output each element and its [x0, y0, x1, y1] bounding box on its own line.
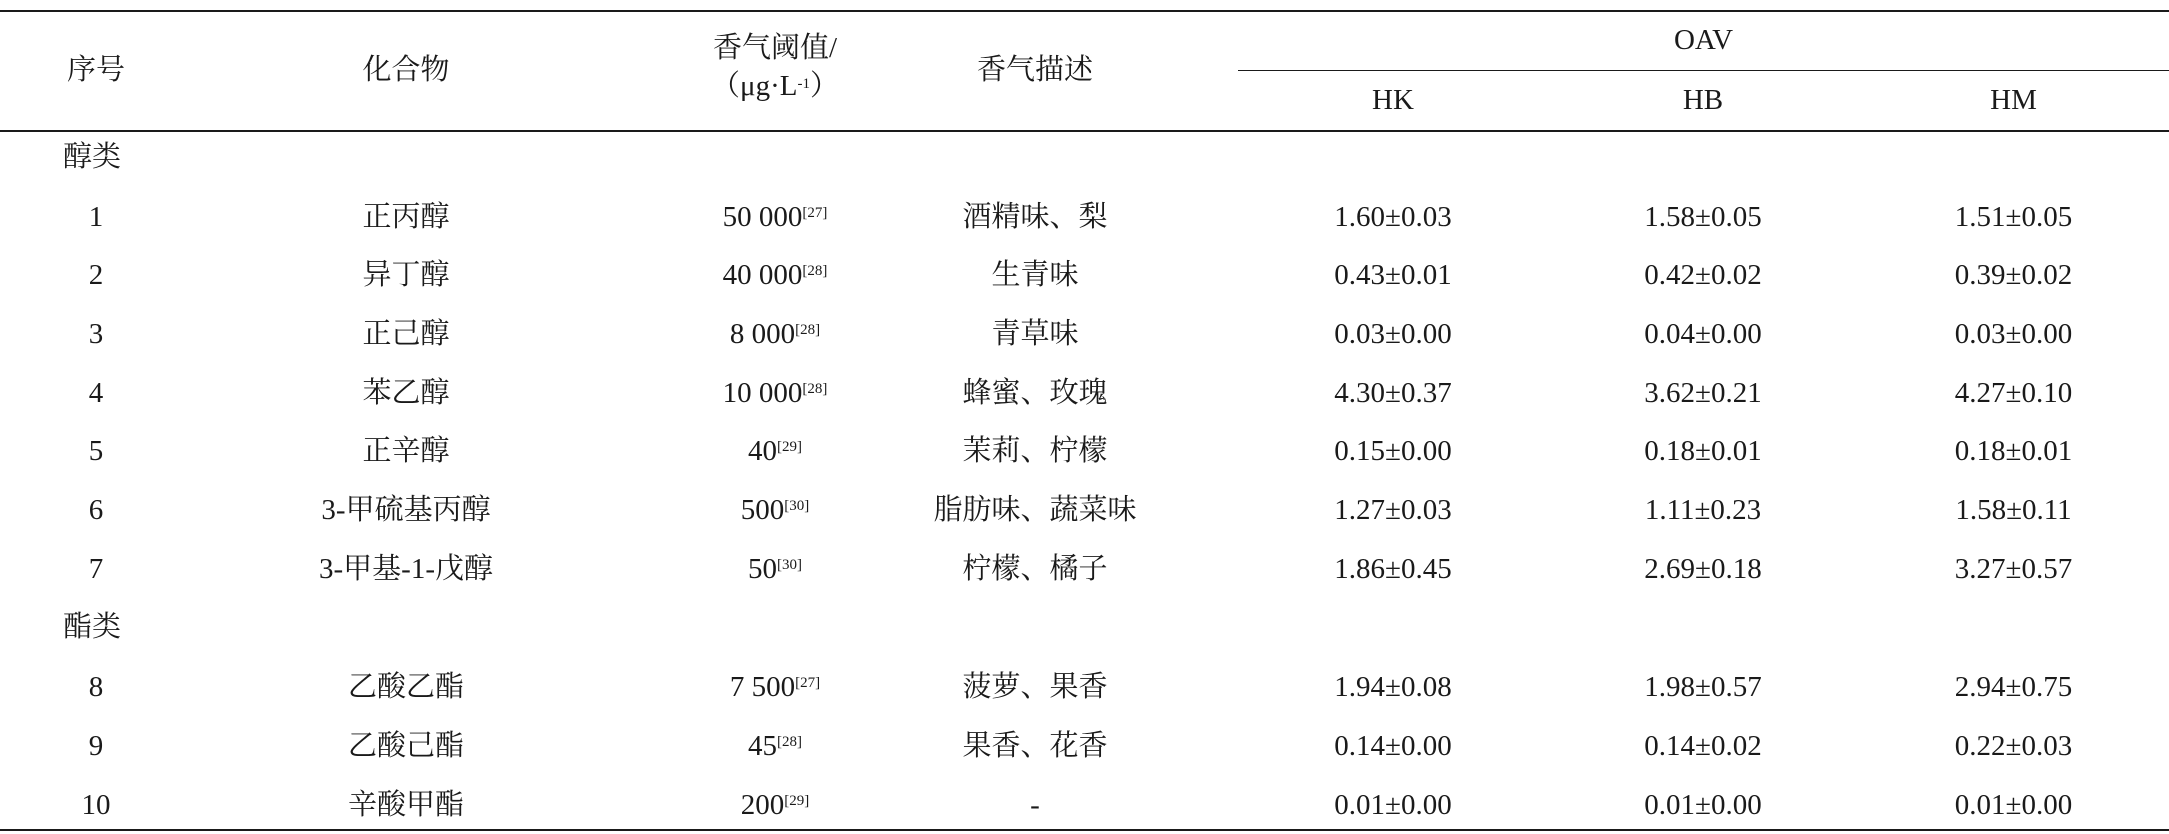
- threshold-number: 45: [748, 730, 777, 762]
- compound-name: 3-甲硫基丙醇: [321, 494, 491, 526]
- reference-citation: [29]: [777, 439, 802, 455]
- threshold-number: 50: [748, 553, 777, 585]
- category-label: 醇类: [63, 141, 122, 173]
- threshold-number: 10 000: [722, 377, 803, 409]
- table-bottom-rule: [0, 829, 2169, 831]
- compound-name: 辛酸甲酯: [347, 789, 464, 821]
- oav-hm: 0.01±0.00: [1954, 789, 2073, 821]
- threshold-value: [630, 667, 920, 707]
- reference-citation: [29]: [784, 793, 810, 809]
- aroma-description: 柠檬、橘子: [962, 553, 1108, 585]
- threshold-number: 200: [740, 789, 785, 821]
- oav-hb: 0.18±0.01: [1644, 435, 1762, 467]
- oav-hb: 0.42±0.02: [1644, 259, 1762, 291]
- oav-hb: 2.69±0.18: [1644, 553, 1762, 585]
- compound-name: 正丙醇: [362, 201, 450, 233]
- header-hm: HM: [1990, 84, 2037, 116]
- oav-hk: 1.86±0.45: [1334, 553, 1452, 585]
- row-number: 5: [88, 435, 104, 467]
- reference-citation: [27]: [802, 205, 828, 221]
- table-top-rule: [0, 10, 2169, 12]
- threshold-value: [630, 549, 920, 589]
- reference-citation: [28]: [795, 322, 821, 338]
- aroma-description: -: [1030, 789, 1040, 821]
- oav-hm: 1.58±0.11: [1955, 494, 2072, 526]
- oav-hb: 3.62±0.21: [1644, 377, 1762, 409]
- threshold-value: [630, 314, 920, 354]
- threshold-number: 7 500: [729, 671, 796, 703]
- aroma-description: 脂肪味、蔬菜味: [933, 494, 1137, 526]
- header-hk: HK: [1372, 84, 1414, 116]
- oav-hk: 1.94±0.08: [1334, 671, 1452, 703]
- threshold-value: [630, 431, 920, 471]
- oav-hb: 0.14±0.02: [1644, 730, 1762, 762]
- header-hb: HB: [1682, 84, 1724, 116]
- threshold-value: [630, 255, 920, 295]
- header-compound: 化合物: [362, 54, 450, 86]
- oav-hm: 0.18±0.01: [1954, 435, 2073, 467]
- oav-hm: 0.22±0.03: [1954, 730, 2073, 762]
- aroma-description: 菠萝、果香: [962, 671, 1108, 703]
- threshold-number: 8 000: [729, 318, 796, 350]
- row-number: 3: [88, 318, 104, 350]
- oav-hk: 4.30±0.37: [1334, 377, 1452, 409]
- oav-hk: 0.15±0.00: [1334, 435, 1452, 467]
- aroma-description: 生青味: [991, 259, 1079, 291]
- oav-hb: 0.01±0.00: [1644, 789, 1762, 821]
- row-number: 2: [88, 259, 104, 291]
- threshold-number: 40: [748, 435, 777, 467]
- reference-citation: [30]: [777, 557, 802, 573]
- aroma-description: 青草味: [991, 318, 1079, 350]
- header-description: 香气描述: [976, 54, 1093, 86]
- compound-name: 异丁醇: [362, 259, 450, 291]
- threshold-value: [630, 490, 920, 530]
- compound-name: 乙酸乙酯: [347, 671, 464, 703]
- category-label: 酯类: [63, 611, 122, 643]
- compound-name: 苯乙醇: [362, 377, 450, 409]
- aroma-description: 果香、花香: [962, 730, 1108, 762]
- oav-hm: 0.39±0.02: [1954, 259, 2073, 291]
- oav-hk: 1.60±0.03: [1334, 201, 1452, 233]
- oav-hk: 1.27±0.03: [1334, 494, 1452, 526]
- row-number: 4: [88, 377, 104, 409]
- aroma-description: 茉莉、柠檬: [962, 435, 1108, 467]
- compound-name: 3-甲基-1-戊醇: [319, 553, 493, 585]
- header-oav: OAV: [1673, 24, 1734, 56]
- oav-hb: 1.11±0.23: [1644, 494, 1762, 526]
- oav-hm: 2.94±0.75: [1954, 671, 2073, 703]
- oav-hm: 3.27±0.57: [1954, 553, 2073, 585]
- threshold-number: 500: [740, 494, 785, 526]
- oav-hk: 0.43±0.01: [1334, 259, 1452, 291]
- oav-hm: 1.51±0.05: [1954, 201, 2073, 233]
- threshold-value: [630, 726, 920, 766]
- header-threshold-line2: $(\mu g\cdot L^{-1})$: [711, 70, 839, 102]
- reference-citation: [28]: [802, 263, 828, 279]
- compound-name: 正辛醇: [362, 435, 450, 467]
- header-threshold-line1: 香气阈值/: [712, 32, 838, 64]
- header-no: 序号: [66, 54, 125, 86]
- row-number: 10: [81, 789, 111, 821]
- oav-hm: 0.03±0.00: [1954, 318, 2073, 350]
- row-number: 8: [88, 671, 104, 703]
- threshold-value: [630, 373, 920, 413]
- row-number: 1: [88, 201, 104, 233]
- row-number: 9: [88, 730, 104, 762]
- aroma-description: 蜂蜜、玫瑰: [962, 377, 1108, 409]
- threshold-value: [630, 197, 920, 237]
- reference-citation: [28]: [777, 734, 802, 750]
- table-header-rule: [0, 130, 2169, 132]
- oav-hb: 0.04±0.00: [1644, 318, 1762, 350]
- row-number: 7: [88, 553, 104, 585]
- aroma-description: 酒精味、梨: [962, 201, 1108, 233]
- oav-hb: 1.58±0.05: [1644, 201, 1762, 233]
- reference-citation: [28]: [802, 381, 828, 397]
- oav-hk: 0.14±0.00: [1334, 730, 1452, 762]
- reference-citation: [30]: [784, 498, 810, 514]
- compound-name: 乙酸己酯: [347, 730, 464, 762]
- compound-name: 正己醇: [362, 318, 450, 350]
- threshold-number: 40 000: [722, 259, 803, 291]
- row-number: 6: [88, 494, 104, 526]
- reference-citation: [27]: [795, 675, 821, 691]
- oav-subheader-rule: [1238, 70, 2169, 71]
- oav-hk: 0.01±0.00: [1334, 789, 1452, 821]
- oav-hb: 1.98±0.57: [1644, 671, 1762, 703]
- threshold-number: 50 000: [722, 201, 803, 233]
- threshold-value: [630, 785, 920, 825]
- oav-hk: 0.03±0.00: [1334, 318, 1452, 350]
- oav-hm: 4.27±0.10: [1954, 377, 2073, 409]
